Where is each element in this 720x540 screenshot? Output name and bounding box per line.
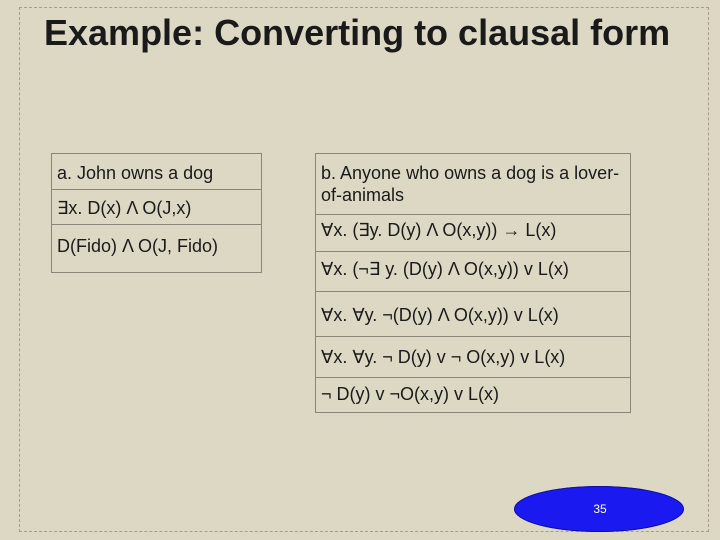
- example-a-clause: D(Fido) Λ O(J, Fido): [57, 236, 219, 256]
- example-b-clause: ¬ D(y) v ¬O(x,y) v L(x): [321, 384, 500, 404]
- example-a-heading: a. John owns a dog: [57, 163, 214, 183]
- example-b-step-2: ∀x. ∀y. ¬(D(y) Λ O(x,y)) v L(x): [321, 305, 559, 325]
- slide-title: Example: Converting to clausal form: [44, 12, 671, 53]
- row-divider: [52, 224, 261, 225]
- example-b-step-3: ∀x. ∀y. ¬ D(y) v ¬ O(x,y) v L(x): [321, 347, 566, 367]
- example-a-formula: ∃x. D(x) Λ O(J,x): [57, 198, 192, 218]
- row-divider: [52, 189, 261, 190]
- example-b-box: [315, 153, 631, 413]
- example-b-formula: ∀x. (∃y. D(y) Λ O(x,y)) → L(x): [321, 220, 557, 240]
- row-divider: [316, 377, 630, 378]
- row-divider: [316, 291, 630, 292]
- row-divider: [316, 214, 630, 215]
- page-number: 35: [593, 502, 607, 516]
- row-divider: [316, 336, 630, 337]
- row-divider: [316, 251, 630, 252]
- example-b-step-1: ∀x. (¬∃ y. (D(y) Λ O(x,y)) v L(x): [321, 259, 569, 279]
- example-a-box: [51, 153, 262, 273]
- example-b-heading: b. Anyone who owns a dog is a lover-of-animals: [321, 163, 620, 205]
